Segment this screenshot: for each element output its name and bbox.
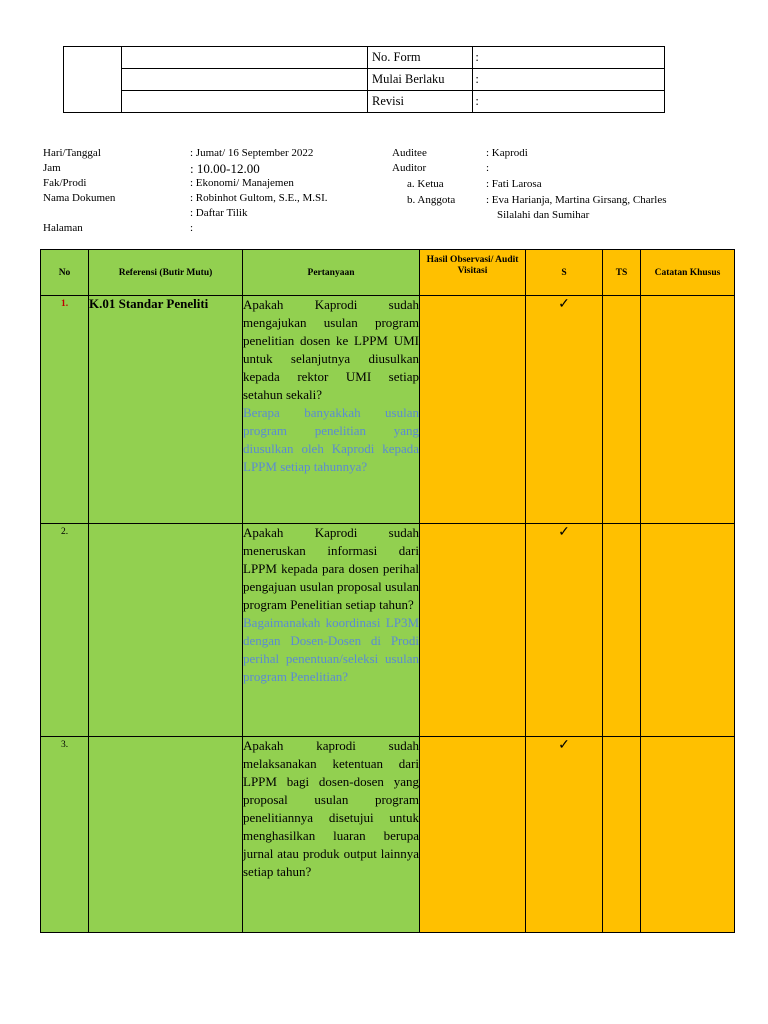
revisi-label: Revisi: [368, 91, 473, 113]
hari-label: Hari/Tanggal: [43, 147, 101, 159]
header-pertanyaan: Pertanyaan: [243, 250, 420, 296]
row-reference: [89, 524, 243, 737]
row-number: 1.: [41, 296, 89, 524]
row-catatan: [641, 296, 735, 524]
fak-label: Fak/Prodi: [43, 177, 87, 189]
row-ts: [603, 296, 641, 524]
form-title-cell-3: [122, 91, 368, 113]
row-ts: [603, 737, 641, 933]
halaman-label: Halaman: [43, 222, 83, 234]
dok-value-2: : Daftar Tilik: [190, 207, 248, 219]
anggota-value-2: Silalahi dan Sumihar: [497, 209, 590, 221]
jam-label: Jam: [43, 162, 61, 174]
audit-checklist-table: [40, 249, 735, 933]
anggota-label: b. Anggota: [407, 194, 456, 206]
mulai-berlaku-value: :: [473, 69, 665, 91]
header-s: S: [526, 250, 603, 296]
row-reference: [89, 737, 243, 933]
row-number: 3.: [41, 737, 89, 933]
question-text: Apakah Kaprodi sudah mengajukan usulan program penelitian dosen ke LPPM UMI untuk selanjutnya diusulkan kepada rektor UMI setiap setahun sekali?: [243, 297, 419, 402]
row-s-check: ✓: [526, 296, 603, 524]
row-catatan: [641, 524, 735, 737]
row-hasil: [420, 524, 526, 737]
halaman-value: :: [190, 222, 194, 234]
question-subtext: Berapa banyakkah usulan program penelitian yang diusulkan oleh Kaprodi kepada LPPM setiap tahunnya?: [243, 405, 419, 474]
question-text: Apakah Kaprodi sudah meneruskan informasi dari LPPM kepada para dosen perihal pengajuan usulan proposal usulan program Penelitian setiap tahun?: [243, 525, 419, 612]
dok-value: : Robinhot Gultom, S.E., M.SI.: [190, 192, 328, 204]
form-title-cell-2: [122, 69, 368, 91]
question-subtext: Bagaimanakah koordinasi LP3M dengan Dosen-Dosen di Prodi perihal penentuan/seleksi usulan program Penelitian?: [243, 615, 419, 684]
hari-value: : Jumat/ 16 September 2022: [190, 147, 314, 159]
revisi-value: :: [473, 91, 665, 113]
jam-value: : 10.00-12.00: [190, 161, 260, 176]
auditee-label: Auditee: [392, 147, 427, 159]
row-ts: [603, 524, 641, 737]
row-number: 2.: [41, 524, 89, 737]
ketua-label: a. Ketua: [407, 178, 444, 190]
row-hasil: [420, 296, 526, 524]
form-title-cell: [122, 47, 368, 69]
form-header-table: [63, 46, 665, 113]
row-question: [243, 296, 420, 524]
table-row: [41, 524, 735, 737]
auditee-value: : Kaprodi: [486, 147, 528, 159]
form-no-label: No. Form: [368, 47, 473, 69]
header-no: No: [41, 250, 89, 296]
row-question: [243, 524, 420, 737]
logo-cell: [64, 47, 122, 113]
header-hasil-observasi: Hasil Observasi/ Audit Visitasi: [420, 250, 526, 296]
row-question: [243, 737, 420, 933]
header-catatan-khusus: Catatan Khusus: [641, 250, 735, 296]
row-reference: K.01 Standar Peneliti: [89, 296, 243, 524]
table-row: [41, 296, 735, 524]
row-hasil: [420, 737, 526, 933]
dok-label: Nama Dokumen: [43, 192, 116, 204]
row-catatan: [641, 737, 735, 933]
fak-value: : Ekonomi/ Manajemen: [190, 177, 294, 189]
row-s-check: ✓: [526, 524, 603, 737]
table-header-row: [41, 250, 735, 296]
ketua-value: : Fati Larosa: [486, 178, 542, 190]
table-row: [41, 737, 735, 933]
question-text: Apakah kaprodi sudah melaksanakan ketentuan dari LPPM bagi dosen-dosen yang proposal usulan program penelitiannya disetujui untuk menghasilkan luaran berupa jurnal atau produk output lainnya setiap tahun?: [243, 738, 419, 879]
mulai-berlaku-label: Mulai Berlaku: [368, 69, 473, 91]
header-ts: TS: [603, 250, 641, 296]
form-no-value: :: [473, 47, 665, 69]
info-labels: [43, 146, 115, 236]
header-referensi: Referensi (Butir Mutu): [89, 250, 243, 296]
row-s-check: ✓: [526, 737, 603, 933]
info-values: [190, 146, 328, 236]
anggota-value: : Eva Harianja, Martina Girsang, Charles: [486, 194, 667, 206]
auditor-value: :: [486, 162, 490, 174]
auditor-label: Auditor: [392, 162, 427, 174]
